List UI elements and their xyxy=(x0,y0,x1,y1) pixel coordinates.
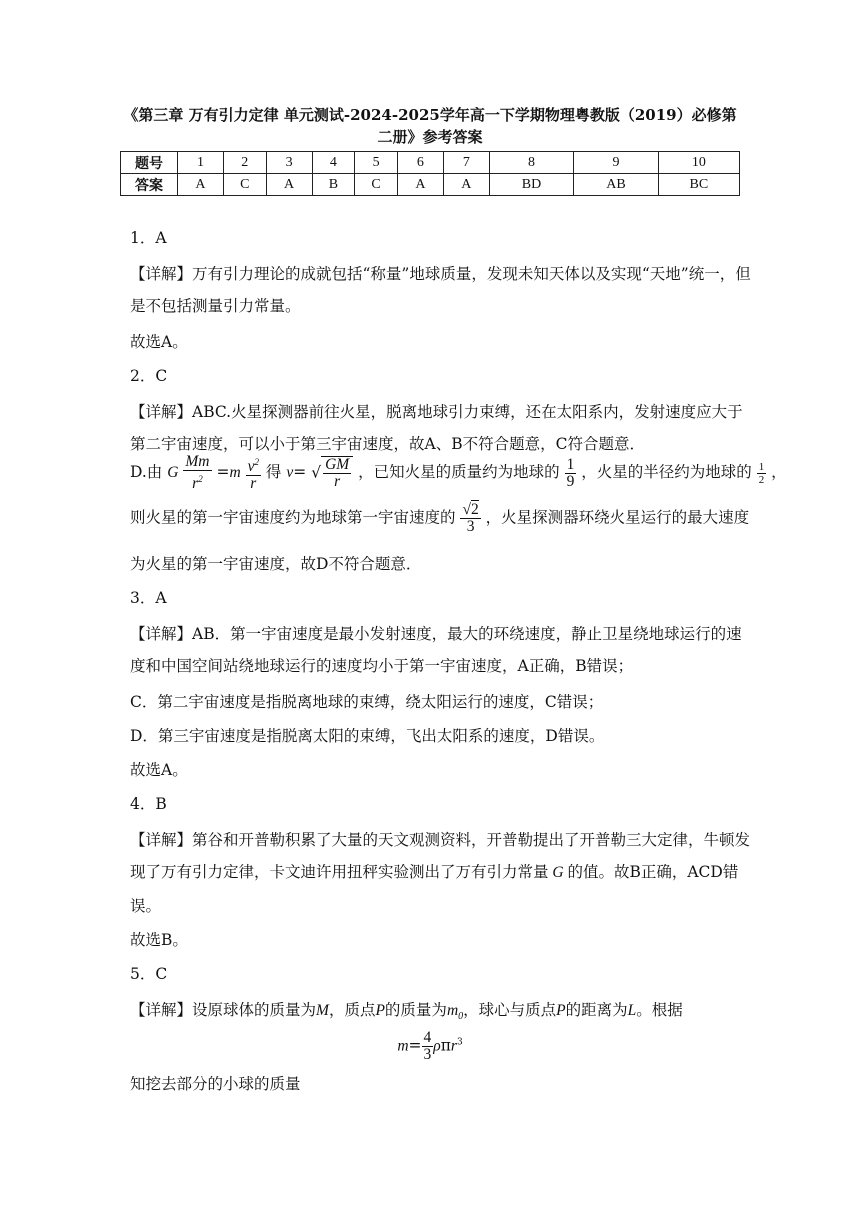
answer-table xyxy=(120,151,740,196)
q5-text: 的距离为 xyxy=(565,1001,628,1019)
q2-d-mid3: ，火星的半径约为地球的 xyxy=(581,463,752,482)
table-cell: 9 xyxy=(574,152,658,174)
table-cell: A xyxy=(443,174,489,196)
table-cell: A xyxy=(178,174,224,196)
q2-heading: 2．C xyxy=(130,367,168,385)
fraction-1-2: $\frac{1}{2}$ xyxy=(758,460,765,486)
fraction-1-9: $\frac{1}{9}$ xyxy=(566,455,575,490)
table-cell: A xyxy=(266,174,312,196)
q2-line-4b: ，火星探测器环绕火星运行的最大速度 xyxy=(485,508,750,527)
q2-d-mid2: ，已知火星的质量约为地球的 xyxy=(358,463,560,482)
q5-text: ，球心与质点 xyxy=(463,1001,557,1019)
table-cell: 2 xyxy=(223,152,266,174)
row-label-answer: 答案 xyxy=(121,174,178,196)
q5-line-1: 【详解】设原球体的质量为M，质点P的质量为$m_0$，球心与质点P的距离为L。根据 xyxy=(130,1001,683,1023)
table-cell: 7 xyxy=(443,152,489,174)
sqrt-GM-r: √ $\frac{GM}{r}$ xyxy=(311,456,353,490)
fraction-sqrt2-3: $\frac{√2}{3}$ xyxy=(462,501,479,535)
table-cell: 6 xyxy=(397,152,443,174)
q1-heading: 1．A xyxy=(130,229,167,247)
table-cell: A xyxy=(397,174,443,196)
q2-line-4 xyxy=(130,502,749,542)
table-cell: 5 xyxy=(355,152,398,174)
q2-line-1: 【详解】ABC.火星探测器前往火星，脱离地球引力束缚，还在太阳系内，发射速度应大于 xyxy=(130,403,743,421)
q1-line-1: 【详解】万有引力理论的成就包括“称量”地球质量，发现未知天体以及实现“天地”统一，但 xyxy=(130,265,751,283)
q3-heading: 3．A xyxy=(130,589,167,607)
q2-d-mid1: 得 xyxy=(265,463,282,482)
q1-conclusion: 故选A。 xyxy=(130,333,188,351)
q3-line-2: 度和中国空间站绕地球运行的速度均小于第一宇宙速度，A正确，B错误； xyxy=(130,657,634,675)
q3-line-4: D．第三宇宙速度是指脱离太阳的束缚，飞出太阳系的速度，D错误。 xyxy=(130,727,605,745)
q5-text: 的质量为 xyxy=(384,1001,447,1019)
table-cell: 3 xyxy=(266,152,312,174)
table-cell: 10 xyxy=(658,152,739,174)
q4-heading: 4．B xyxy=(130,795,167,813)
table-cell: BD xyxy=(489,174,573,196)
document-title xyxy=(120,104,740,148)
table-cell: B xyxy=(312,174,355,196)
table-row-answers xyxy=(121,174,740,196)
q2-line-2: 第二宇宙速度，可以小于第三宇宙速度，故A、B不符合题意，C符合题意． xyxy=(130,435,645,453)
table-cell: C xyxy=(223,174,266,196)
fraction-Mm-r2: $\frac{Mm}{r^2}$ xyxy=(185,453,210,493)
q5-line-2: 知挖去部分的小球的质量 xyxy=(130,1075,301,1093)
q2-line-4a: 则火星的第一宇宙速度约为地球第一宇宙速度的 xyxy=(130,508,456,527)
table-cell: 8 xyxy=(489,152,573,174)
q2-line-5: 为火星的第一宇宙速度，故D不符合题意． xyxy=(130,555,422,573)
q3-line-1: 【详解】AB．第一宇宙速度是最小发射速度，最大的环绕速度，静止卫星绕地球运行的速 xyxy=(130,625,742,643)
table-cell: BC xyxy=(658,174,739,196)
q3-line-3: C．第二宇宙速度是指脱离地球的束缚，绕太阳运行的速度，C错误； xyxy=(130,693,604,711)
q4-line-2b: 的值。故B正确，ACD错 xyxy=(567,863,739,881)
q2-formula-line: D.由 G $\frac{Mm}{r^2}$ =m $\frac{v^2}{r}$ 得 v= √ $\frac{GM}{r}$ ，已知火星的质量约为地球的 $\frac{1}{9}$ ，火星的半径约为地球的 $\frac{1}{2}$ ， xyxy=(130,453,787,493)
q5-text: 【详解】设原球体的质量为 xyxy=(130,1001,317,1019)
q4-line-1: 【详解】第谷和开普勒积累了大量的天文观测资料，开普勒提出了开普勒三大定律，牛顿发 xyxy=(130,831,751,849)
table-cell: AB xyxy=(574,174,658,196)
q2-d-end: ， xyxy=(771,463,787,482)
title-line-1: 《第三章 万有引力定律 单元测试-2024-2025学年高一下学期物理粤教版（2019）必修第 xyxy=(123,106,737,124)
table-cell: 1 xyxy=(178,152,224,174)
q4-line-2a: 现了万有引力定律，卡文迪许用扭秤实验测出了万有引力常量 xyxy=(130,863,549,881)
q4-line-2: 现了万有引力定律，卡文迪许用扭秤实验测出了万有引力常量 G 的值。故B正确，ACD错 xyxy=(130,863,739,881)
q5-text: 。根据 xyxy=(636,1001,683,1019)
title-line-2: 二册》参考答案 xyxy=(377,128,483,146)
q5-text: ，质点 xyxy=(328,1001,376,1019)
gravity-constant-symbol: G xyxy=(167,464,179,482)
fraction-v2-r: $\frac{v^2}{r}$ xyxy=(246,454,261,492)
q5-formula: m= $\frac{4}{3}$ ρπr$^3$ xyxy=(397,1029,463,1063)
q5-heading: 5．C xyxy=(130,965,168,983)
table-cell: C xyxy=(355,174,398,196)
q4-conclusion: 故选B。 xyxy=(130,931,188,949)
q1-line-2: 是不包括测量引力常量。 xyxy=(130,297,301,315)
q3-conclusion: 故选A。 xyxy=(130,761,188,779)
table-cell: 4 xyxy=(312,152,355,174)
row-label-number: 题号 xyxy=(121,152,178,174)
q2-d-prefix: D.由 xyxy=(130,463,163,482)
table-row-numbers xyxy=(121,152,740,174)
q4-line-3: 误。 xyxy=(130,897,162,915)
